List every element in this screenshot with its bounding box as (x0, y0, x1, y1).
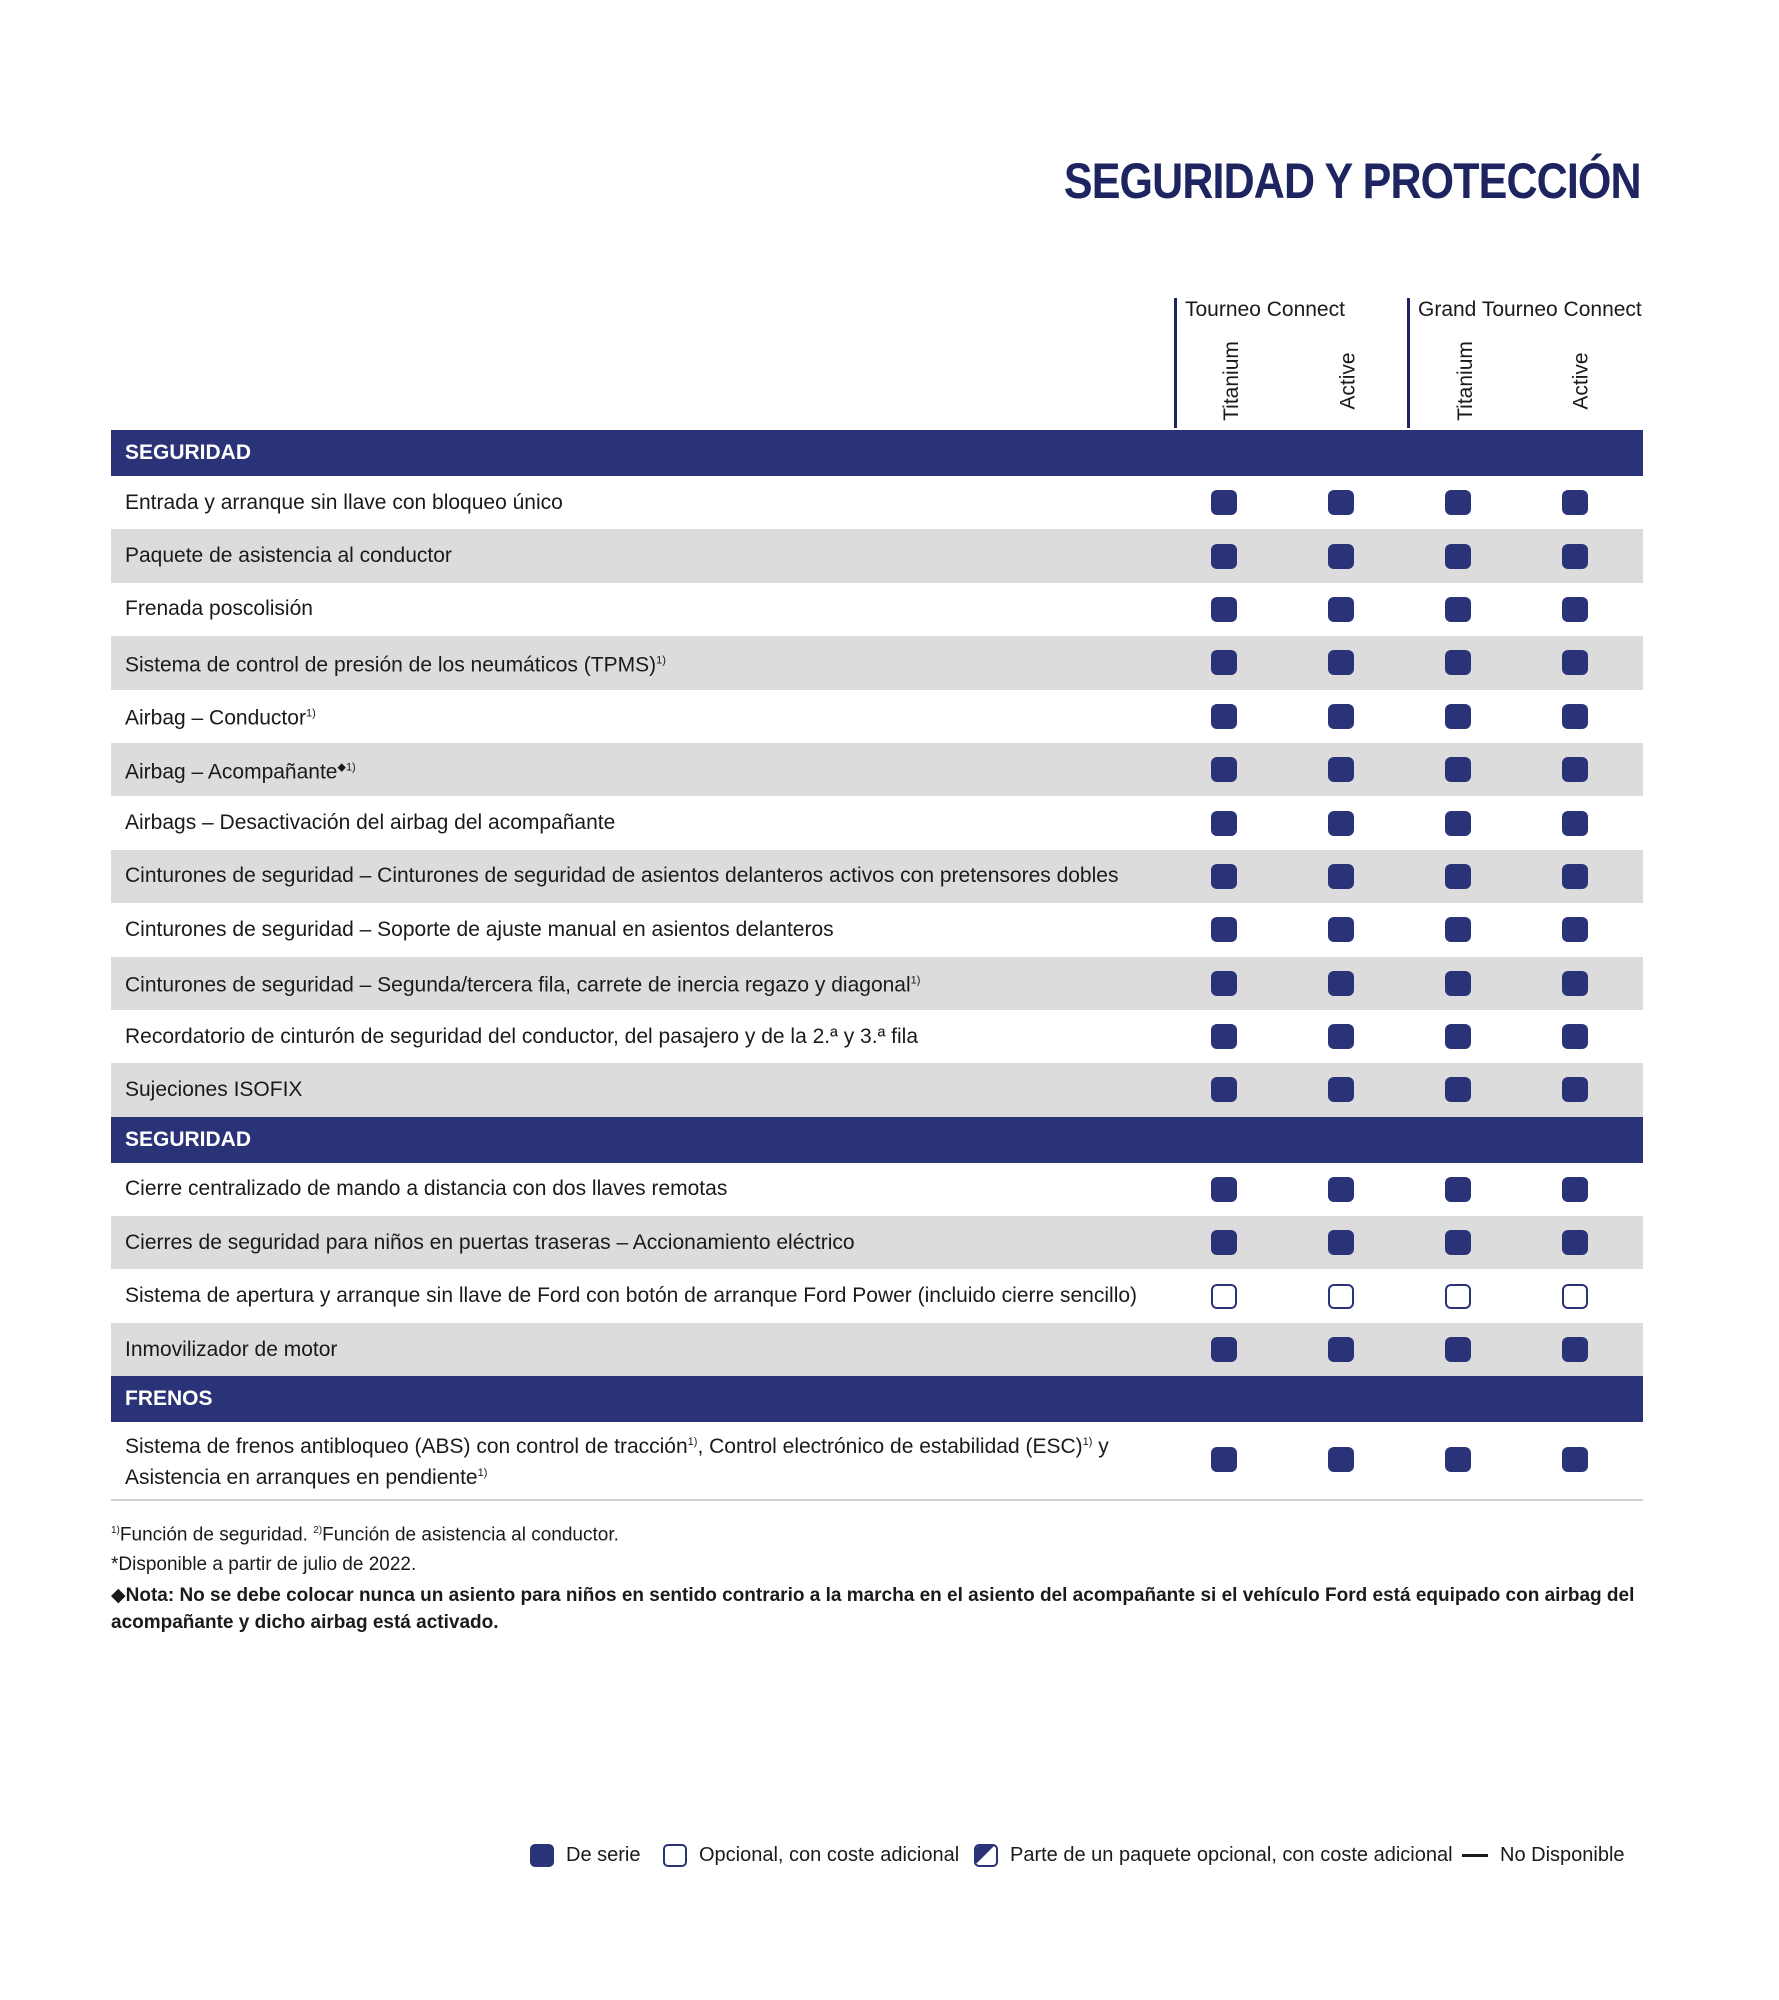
standard-square-icon (1445, 1024, 1471, 1049)
feature-label: Sistema de frenos antibloqueo (ABS) con control de tracción$^{1)}$, Control electrónico de estabilidad (ESC)$^{1)}$ y Asistencia en arranques en pendiente$^{1)}$ (125, 1434, 1109, 1489)
feature-label: Cinturones de seguridad – Cinturones de seguridad de asientos delanteros activos con pretensores dobles (125, 864, 1119, 888)
standard-square-icon (1211, 757, 1237, 782)
availability-cell (1211, 544, 1237, 569)
availability-cell (1328, 1284, 1354, 1309)
legend-optional: Opcional, con coste adicional (663, 1838, 959, 1872)
page-title: SEGURIDAD Y PROTECCIÓN (1064, 153, 1641, 209)
availability-cell (1562, 1230, 1588, 1255)
feature-label: Sujeciones ISOFIX (125, 1077, 303, 1101)
standard-square-icon (1328, 544, 1354, 569)
availability-cell (1211, 1447, 1237, 1472)
availability-cell (1562, 971, 1588, 996)
trim-header: Titanium (1454, 341, 1477, 421)
standard-square-icon (1445, 704, 1471, 729)
standard-square-icon (1328, 597, 1354, 622)
standard-square-icon (1211, 1077, 1237, 1102)
standard-square-icon (1445, 1447, 1471, 1472)
optional-square-icon (663, 1844, 687, 1867)
availability-cell (1445, 864, 1471, 889)
standard-square-icon (1562, 650, 1588, 675)
availability-cell (1445, 1447, 1471, 1472)
section-header: SEGURIDAD (111, 1117, 1643, 1163)
standard-square-icon (1328, 704, 1354, 729)
equipment-table (111, 430, 1643, 1497)
availability-cell (1445, 704, 1471, 729)
standard-square-icon (1562, 1447, 1588, 1472)
availability-cell (1211, 650, 1237, 675)
availability-cell (1211, 1077, 1237, 1102)
standard-square-icon (1211, 704, 1237, 729)
standard-square-icon (1445, 811, 1471, 836)
availability-cell (1211, 490, 1237, 515)
availability-cell (1562, 1337, 1588, 1362)
standard-square-icon (1445, 1077, 1471, 1102)
availability-cell (1328, 864, 1354, 889)
availability-cell (1562, 1177, 1588, 1202)
table-row (111, 743, 1643, 796)
standard-square-icon (1328, 650, 1354, 675)
availability-cell (1328, 1230, 1354, 1255)
standard-square-icon (1562, 1077, 1588, 1102)
availability-cell (1211, 811, 1237, 836)
standard-square-icon (1562, 1177, 1588, 1202)
standard-square-icon (1211, 811, 1237, 836)
standard-square-icon (1562, 544, 1588, 569)
availability-cell (1445, 1230, 1471, 1255)
optional-square-icon (1328, 1284, 1354, 1309)
standard-square-icon (1562, 1337, 1588, 1362)
availability-cell (1445, 650, 1471, 675)
standard-square-icon (1328, 811, 1354, 836)
standard-square-icon (1328, 757, 1354, 782)
standard-square-icon (1328, 917, 1354, 942)
availability-cell (1211, 1230, 1237, 1255)
availability-cell (1445, 1024, 1471, 1049)
availability-cell (1445, 1077, 1471, 1102)
availability-cell (1445, 971, 1471, 996)
availability-cell (1562, 544, 1588, 569)
standard-square-icon (1328, 1024, 1354, 1049)
standard-square-icon (1445, 1337, 1471, 1362)
table-row (111, 529, 1643, 582)
standard-square-icon (1562, 971, 1588, 996)
trim-header: Active (1570, 352, 1593, 410)
availability-cell (1211, 1284, 1237, 1309)
table-bottom-rule (111, 1499, 1643, 1501)
standard-square-icon (1445, 757, 1471, 782)
availability-cell (1445, 544, 1471, 569)
standard-square-icon (1562, 1024, 1588, 1049)
standard-square-icon (1445, 597, 1471, 622)
availability-cell (1445, 1284, 1471, 1309)
availability-cell (1328, 1077, 1354, 1102)
availability-cell (1211, 971, 1237, 996)
standard-square-icon (1562, 864, 1588, 889)
section-header: SEGURIDAD (111, 430, 1643, 476)
availability-cell (1445, 917, 1471, 942)
feature-label: Airbags – Desactivación del airbag del acompañante (125, 811, 616, 835)
trim-header: Active (1337, 352, 1360, 410)
availability-cell (1328, 971, 1354, 996)
footnotes (111, 1516, 1651, 1636)
standard-square-icon (1211, 1337, 1237, 1362)
standard-square-icon (1445, 544, 1471, 569)
feature-label: Frenada poscolisión (125, 597, 313, 621)
table-row (111, 690, 1643, 743)
table-row (111, 636, 1643, 689)
model-header-grand-tourneo-connect (1407, 298, 1646, 428)
feature-label: Cinturones de seguridad – Segunda/tercera fila, carrete de inercia regazo y diagonal$^{1)}$ (125, 973, 921, 997)
optional-square-icon (1562, 1284, 1588, 1309)
standard-square-icon (1328, 490, 1354, 515)
standard-square-icon (1562, 704, 1588, 729)
standard-square-icon (1445, 971, 1471, 996)
availability-cell (1562, 1447, 1588, 1472)
dash-icon (1462, 1854, 1488, 1857)
standard-square-icon (1445, 864, 1471, 889)
standard-square-icon (1211, 650, 1237, 675)
availability-cell (1562, 1284, 1588, 1309)
standard-square-icon (1562, 1230, 1588, 1255)
standard-square-icon (1211, 597, 1237, 622)
availability-cell (1211, 597, 1237, 622)
availability-cell (1445, 1337, 1471, 1362)
feature-label: Cierre centralizado de mando a distancia con dos llaves remotas (125, 1177, 728, 1201)
availability-cell (1211, 704, 1237, 729)
feature-label: Paquete de asistencia al conductor (125, 544, 452, 568)
package-square-icon (974, 1844, 998, 1867)
table-row (111, 1063, 1643, 1116)
standard-square-icon (1211, 971, 1237, 996)
availability-cell (1328, 650, 1354, 675)
availability-cell (1211, 917, 1237, 942)
legend-not-available: No Disponible (1462, 1838, 1625, 1872)
standard-square-icon (1562, 811, 1588, 836)
footnote-airbag-note: ◆Nota: No se debe colocar nunca un asiento para niños en sentido contrario a la marcha en el asiento del acompañante si el vehículo Ford está equipado con airbag del acompañante y dicho airbag está activado. (111, 1585, 1635, 1634)
standard-square-icon (1328, 1337, 1354, 1362)
model-name: Grand Tourneo Connect (1418, 298, 1642, 321)
standard-square-icon (1211, 1230, 1237, 1255)
availability-cell (1328, 811, 1354, 836)
availability-cell (1328, 704, 1354, 729)
standard-square-icon (1211, 864, 1237, 889)
table-row (111, 1010, 1643, 1063)
table-row (111, 1163, 1643, 1216)
legend-standard: De serie (530, 1838, 640, 1872)
table-row (111, 903, 1643, 956)
model-name: Tourneo Connect (1185, 298, 1345, 321)
standard-square-icon (1328, 1177, 1354, 1202)
availability-cell (1562, 917, 1588, 942)
optional-square-icon (1211, 1284, 1237, 1309)
table-row (111, 850, 1643, 903)
availability-cell (1562, 490, 1588, 515)
availability-cell (1562, 1077, 1588, 1102)
availability-cell (1562, 864, 1588, 889)
availability-cell (1211, 1337, 1237, 1362)
availability-cell (1445, 811, 1471, 836)
availability-cell (1328, 597, 1354, 622)
availability-cell (1211, 864, 1237, 889)
availability-cell (1328, 1177, 1354, 1202)
standard-square-icon (1211, 917, 1237, 942)
optional-square-icon (1445, 1284, 1471, 1309)
standard-square-icon (1445, 1230, 1471, 1255)
availability-cell (1328, 1024, 1354, 1049)
feature-label: Entrada y arranque sin llave con bloqueo único (125, 490, 563, 514)
availability-cell (1562, 1024, 1588, 1049)
standard-square-icon (1445, 650, 1471, 675)
table-row (111, 1216, 1643, 1269)
availability-cell (1211, 1024, 1237, 1049)
feature-label: Sistema de control de presión de los neumáticos (TPMS)$^{1)}$ (125, 653, 666, 677)
availability-cell (1328, 544, 1354, 569)
table-row (111, 796, 1643, 849)
standard-square-icon (1445, 917, 1471, 942)
standard-square-icon (1445, 1177, 1471, 1202)
table-row (111, 1323, 1643, 1376)
standard-square-icon (1445, 490, 1471, 515)
footnote-functions: $^{1)}$Función de seguridad. $^{2)}$Función de asistencia al conductor. (111, 1524, 619, 1546)
standard-square-icon (1328, 1447, 1354, 1472)
availability-cell (1445, 1177, 1471, 1202)
availability-cell (1562, 650, 1588, 675)
availability-cell (1211, 1177, 1237, 1202)
table-row (111, 583, 1643, 636)
feature-label: Inmovilizador de motor (125, 1337, 338, 1361)
feature-label: Airbag – Conductor$^{1)}$ (125, 706, 316, 730)
table-row (111, 957, 1643, 1010)
availability-cell (1328, 490, 1354, 515)
standard-square-icon (1211, 1024, 1237, 1049)
standard-square-icon (1562, 757, 1588, 782)
availability-cell (1328, 1447, 1354, 1472)
standard-square-icon (1328, 971, 1354, 996)
availability-cell (1562, 704, 1588, 729)
standard-square-icon (1328, 1077, 1354, 1102)
availability-cell (1562, 757, 1588, 782)
legend-package: Parte de un paquete opcional, con coste adicional (974, 1838, 1453, 1872)
standard-square-icon (1328, 864, 1354, 889)
availability-cell (1445, 757, 1471, 782)
availability-cell (1562, 811, 1588, 836)
trim-header: Titanium (1220, 341, 1243, 421)
table-row (111, 1422, 1643, 1497)
standard-square-icon (1328, 1230, 1354, 1255)
table-row (111, 1269, 1643, 1322)
feature-label: Cierres de seguridad para niños en puertas traseras – Accionamiento eléctrico (125, 1230, 855, 1254)
availability-cell (1328, 1337, 1354, 1362)
availability-cell (1328, 757, 1354, 782)
standard-square-icon (530, 1844, 554, 1867)
standard-square-icon (1562, 490, 1588, 515)
standard-square-icon (1211, 544, 1237, 569)
standard-square-icon (1562, 597, 1588, 622)
availability-cell (1211, 757, 1237, 782)
table-row (111, 476, 1643, 529)
standard-square-icon (1211, 1177, 1237, 1202)
standard-square-icon (1211, 1447, 1237, 1472)
feature-label: Cinturones de seguridad – Soporte de ajuste manual en asientos delanteros (125, 917, 834, 941)
availability-cell (1445, 490, 1471, 515)
availability-cell (1562, 597, 1588, 622)
model-header-tourneo-connect (1174, 298, 1407, 428)
feature-label: Sistema de apertura y arranque sin llave de Ford con botón de arranque Ford Power (incluido cierre sencillo) (125, 1284, 1138, 1308)
section-header: FRENOS (111, 1376, 1643, 1422)
standard-square-icon (1211, 490, 1237, 515)
availability-cell (1445, 597, 1471, 622)
footnote-availability: *Disponible a partir de julio de 2022. (111, 1554, 417, 1576)
feature-label: Recordatorio de cinturón de seguridad del conductor, del pasajero y de la 2.ª y 3.ª fila (125, 1024, 919, 1048)
feature-label: Airbag – Acompañante$^{◆1)}$ (125, 760, 356, 784)
standard-square-icon (1562, 917, 1588, 942)
availability-cell (1328, 917, 1354, 942)
